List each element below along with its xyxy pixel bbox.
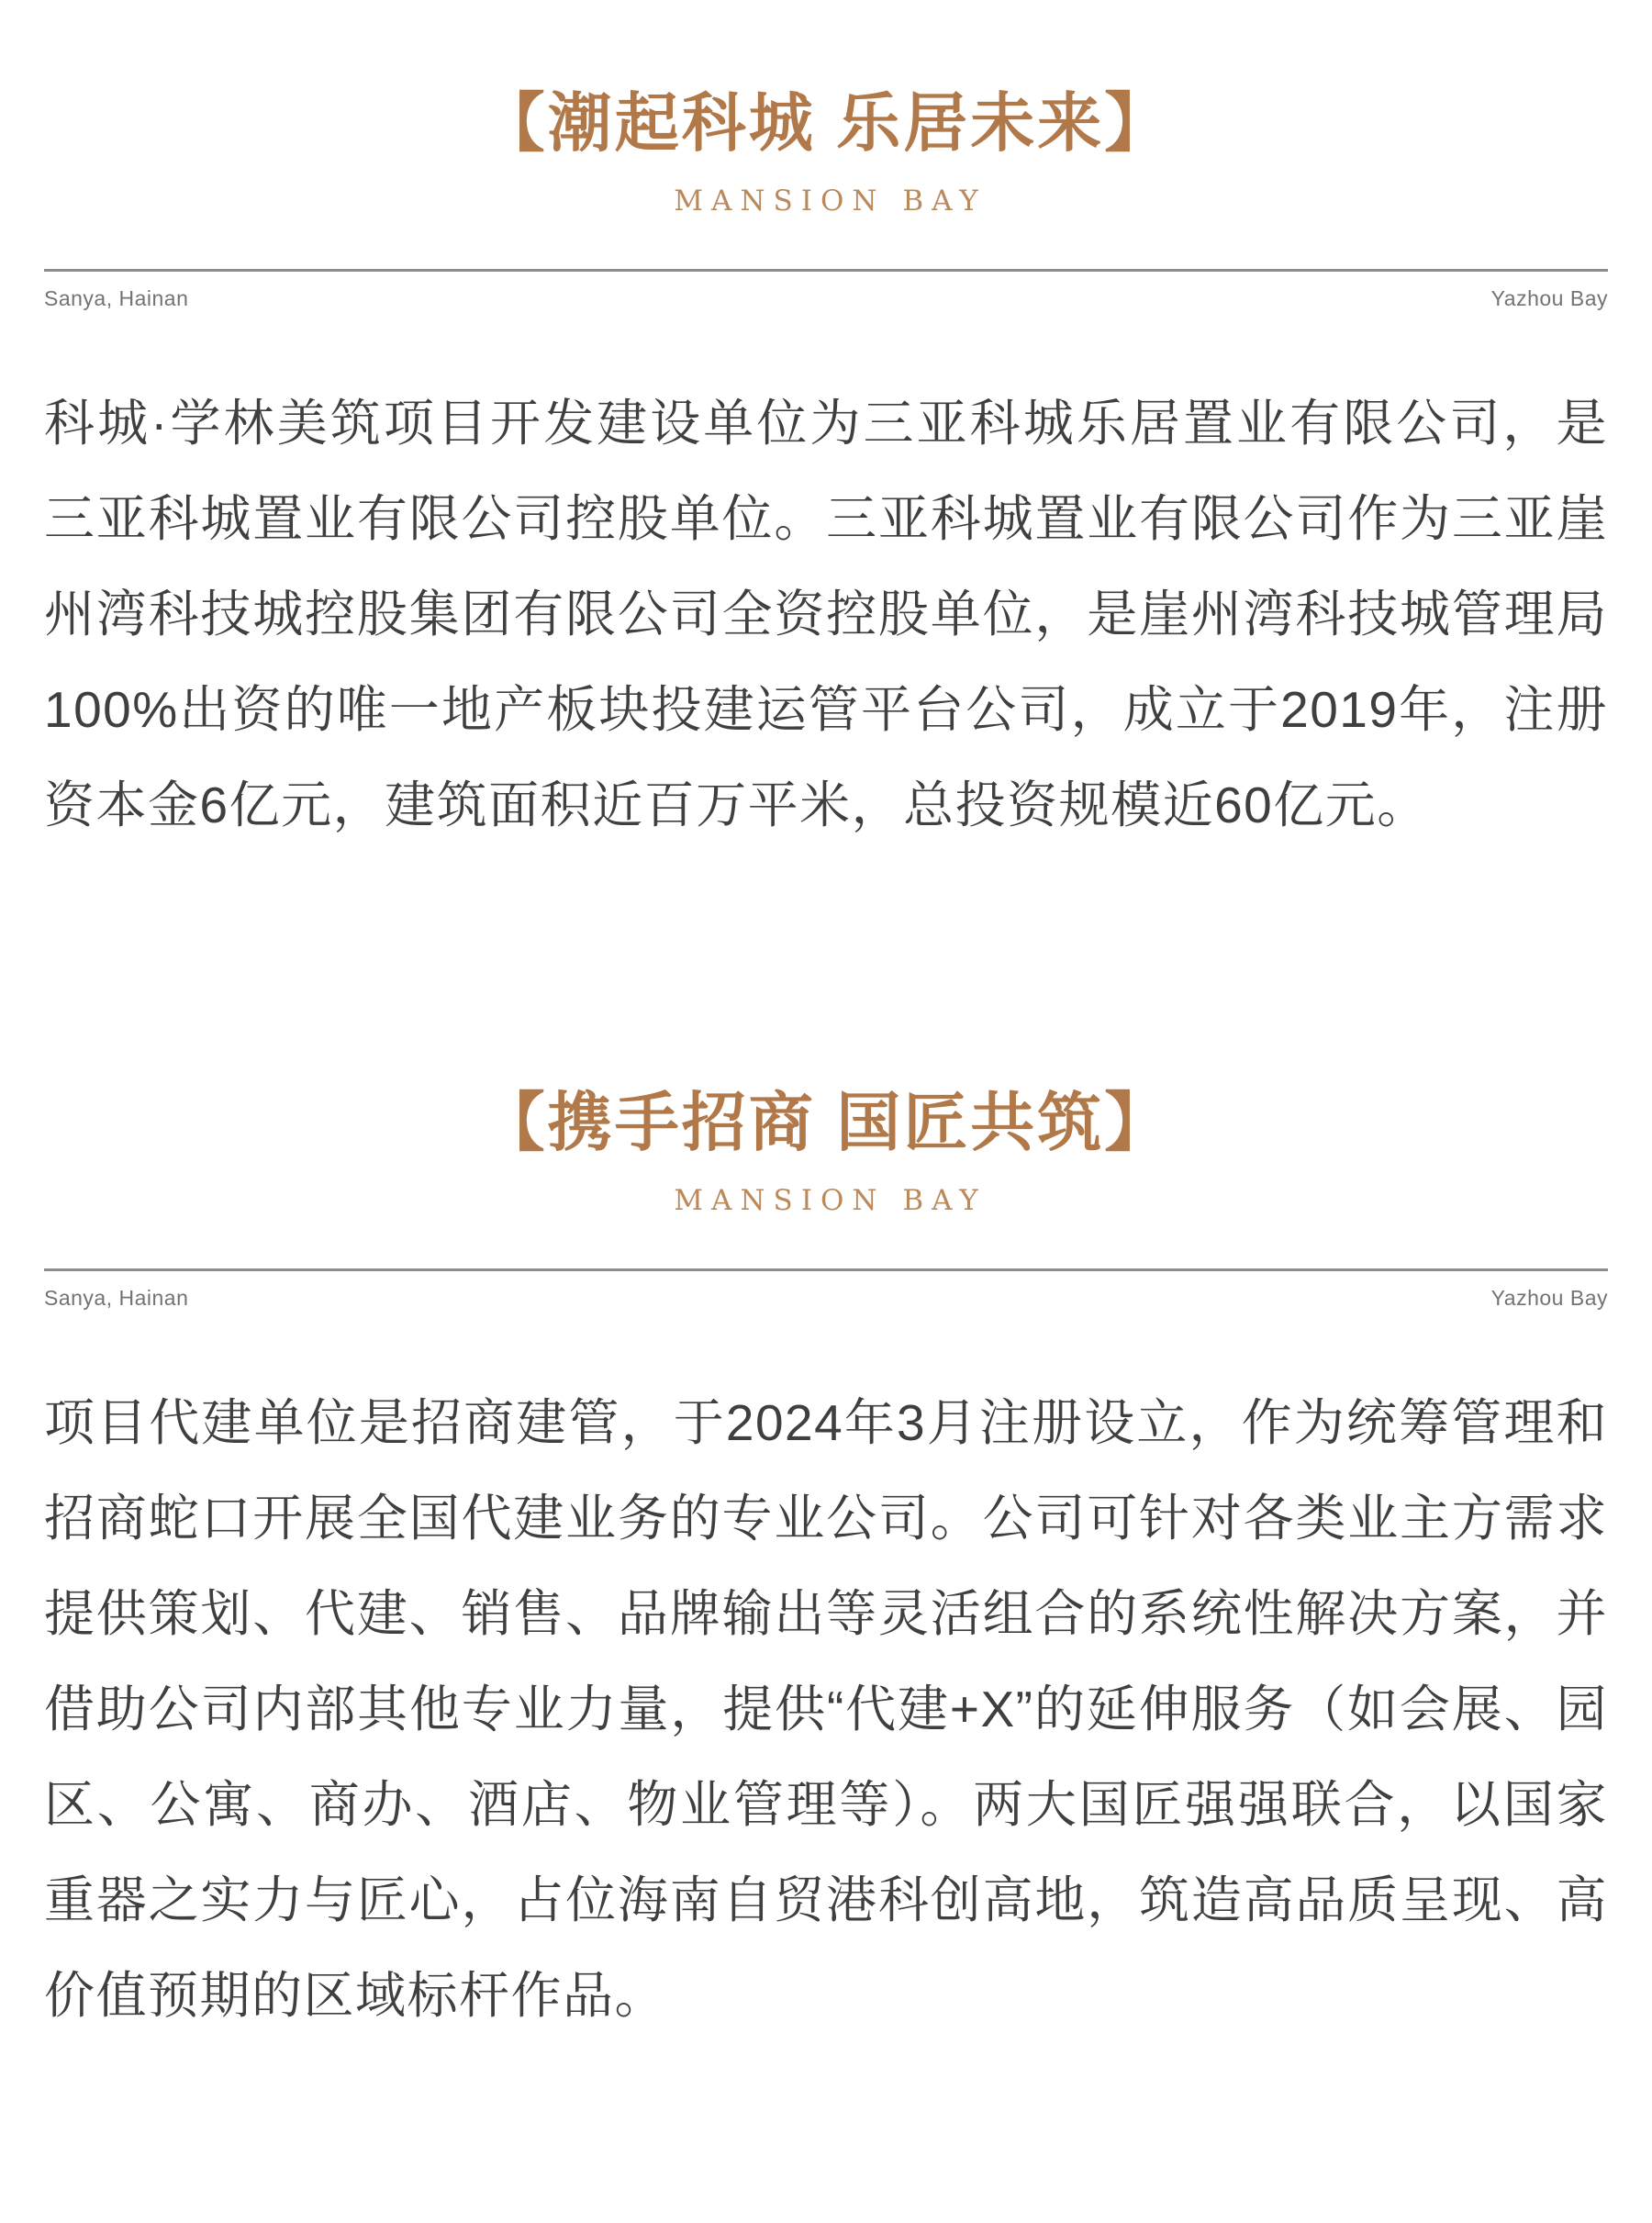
section-body-paragraph: 科城·学林美筑项目开发建设单位为三亚科城乐居置业有限公司，是三亚科城置业有限公司控股单位。三亚科城置业有限公司作为三亚崖州湾科技城控股集团有限公司全资控股单位，是崖州湾科技城管理局100%出资的唯一地产板块投建运管平台公司，成立于2019年，注册资本金6亿元，建筑面积近百万平米，总投资规模近60亿元。	[44, 394, 1608, 833]
section-title: 【潮起科城 乐居未来】	[480, 87, 1172, 159]
meta-location-left: Sanya, Hainan	[44, 285, 189, 310]
section-subtitle: MANSION BAY	[674, 1183, 987, 1217]
section-kecheng	[44, 0, 1608, 853]
divider-line	[44, 1268, 1608, 1271]
meta-location-left: Sanya, Hainan	[44, 1285, 189, 1310]
meta-row	[44, 286, 1608, 311]
divider-line	[44, 269, 1608, 272]
section-zhaoshang	[44, 853, 1608, 2043]
section-title: 【携手招商 国匠共筑】	[480, 1086, 1172, 1158]
section-body-paragraph: 项目代建单位是招商建管，于2024年3月注册设立，作为统筹管理和招商蛇口开展全国代建业务的专业公司。公司可针对各类业主方需求提供策划、代建、销售、品牌输出等灵活组合的系统性解决方案，并借助公司内部其他专业力量，提供“代建+X”的延伸服务（如会展、园区、公寓、商办、酒店、物业管理等）。两大国匠强强联合，以国家重器之实力与匠心，占位海南自贸港科创高地，筑造高品质呈现、高价值预期的区域标杆作品。	[44, 1393, 1608, 2024]
meta-location-right: Yazhou Bay	[1490, 1285, 1608, 1310]
meta-location-right: Yazhou Bay	[1490, 285, 1608, 310]
section-subtitle: MANSION BAY	[674, 184, 987, 218]
meta-row	[44, 1286, 1608, 1311]
